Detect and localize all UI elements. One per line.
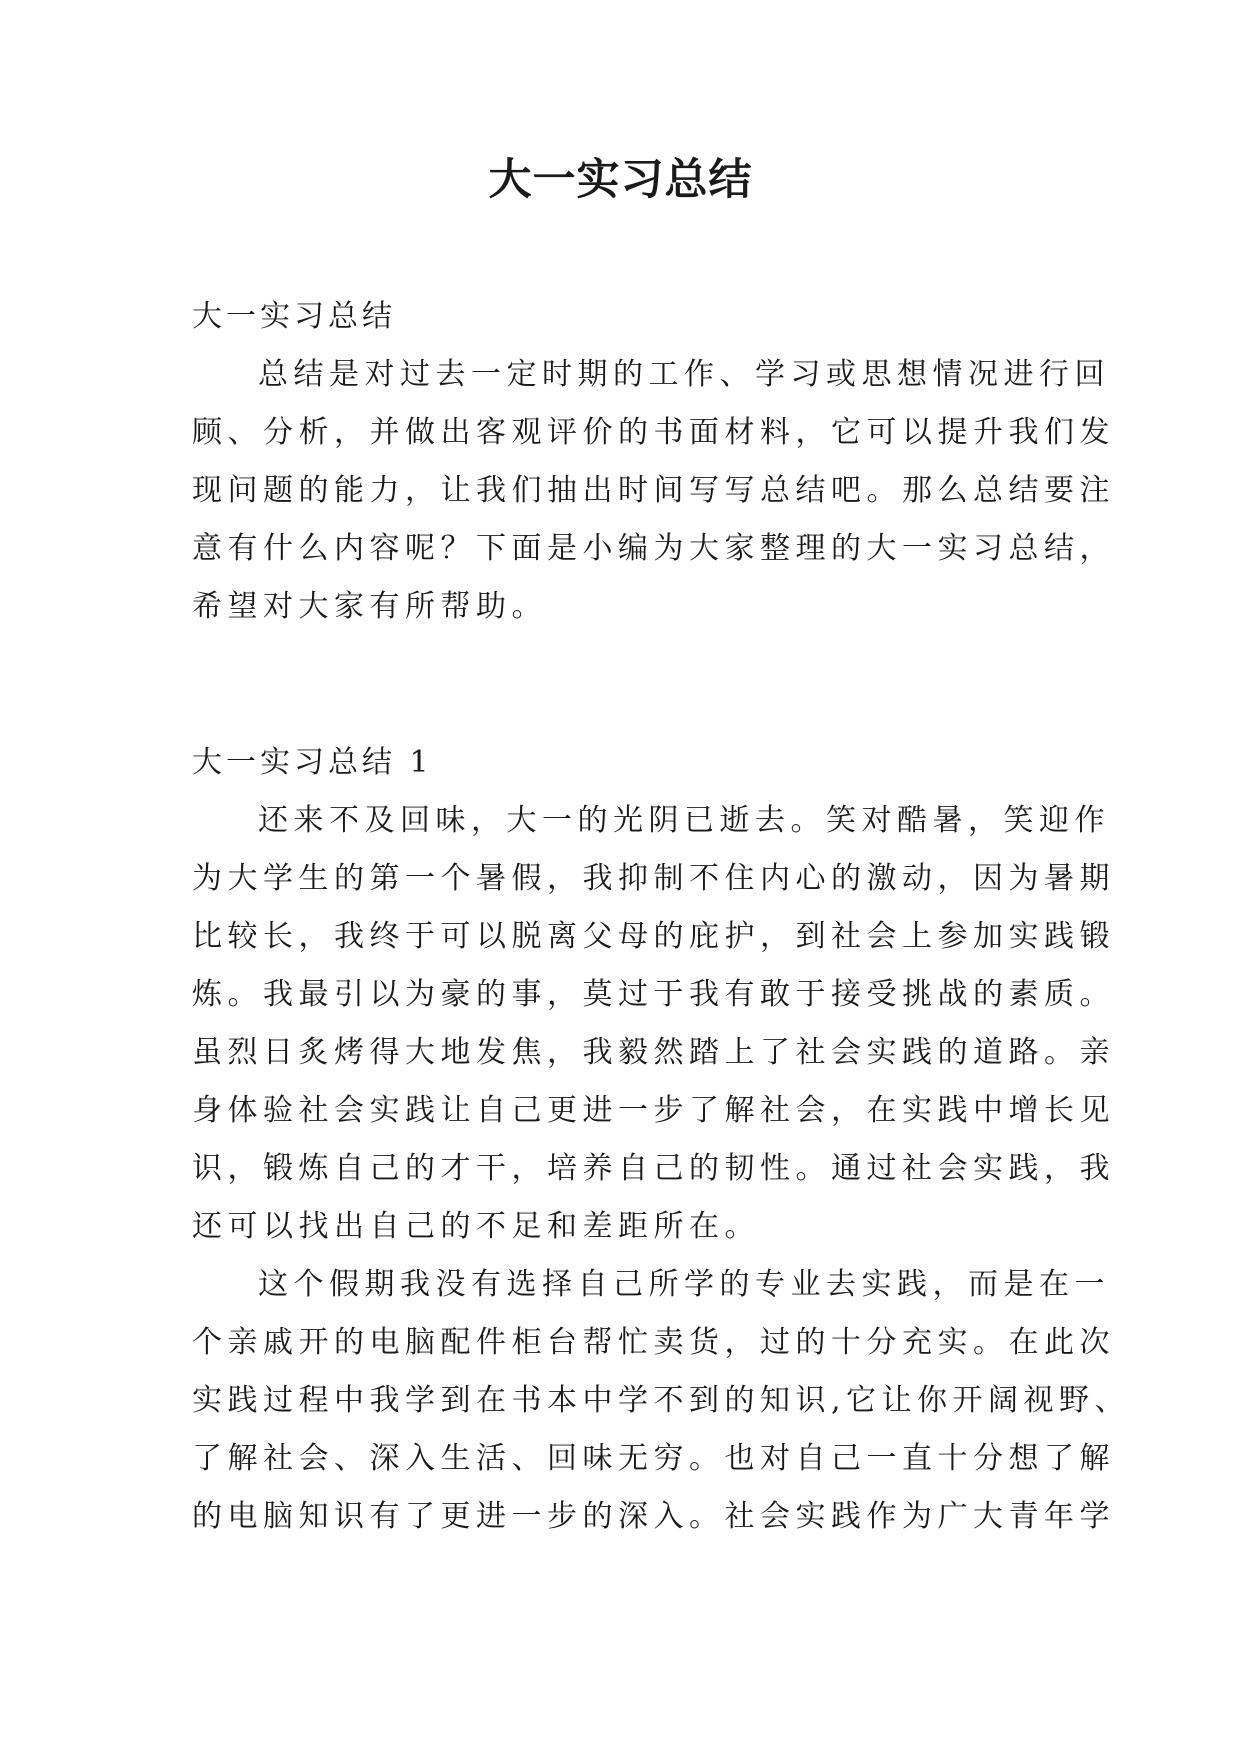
text-line: 还来不及回味，大一的光阴已逝去。笑对酷暑，笑迎作 [258, 803, 1110, 838]
text-line: 个亲戚开的电脑配件柜台帮忙卖货，过的十分充实。在此次 [192, 1325, 1115, 1360]
text-line: 了解社会、深入生活、回味无穷。也对自己一直十分想了解 [192, 1441, 1115, 1476]
section1-paragraph-2 [192, 1256, 1131, 1546]
section-spacer [192, 636, 1062, 734]
intro-paragraph [192, 346, 1115, 636]
section1-heading: 大一实习总结 1 [192, 745, 433, 780]
text-line: 的电脑知识有了更进一步的深入。社会实践作为广大青年学 [192, 1499, 1115, 1534]
text-line: 为大学生的第一个暑假，我抑制不住内心的激动，因为暑期 [192, 861, 1115, 896]
text-line: 顾、分析，并做出客观评价的书面材料，它可以提升我们发 [192, 415, 1115, 450]
text-line: 识，锻炼自己的才干，培养自己的韧性。通过社会实践，我 [192, 1151, 1115, 1186]
text-line: 比较长，我终于可以脱离父母的庇护，到社会上参加实践锻 [192, 919, 1115, 954]
text-line: 虽烈日炙烤得大地发焦，我毅然踏上了社会实践的道路。亲 [192, 1035, 1115, 1070]
document-body [192, 288, 1131, 1546]
text-line: 实践过程中我学到在书本中学不到的知识,它让你开阔视野、 [192, 1383, 1131, 1418]
text-line: 现问题的能力，让我们抽出时间写写总结吧。那么总结要注 [192, 473, 1115, 508]
text-line: 炼。我最引以为豪的事，莫过于我有敢于接受挑战的素质。 [192, 977, 1115, 1012]
intro-heading: 大一实习总结 [192, 299, 396, 334]
text-line: 这个假期我没有选择自己所学的专业去实践，而是在一 [258, 1267, 1110, 1302]
text-line: 意有什么内容呢？下面是小编为大家整理的大一实习总结， [192, 531, 1115, 566]
text-line: 身体验社会实践让自己更进一步了解社会，在实践中增长见 [192, 1093, 1115, 1128]
section1-paragraph-1 [192, 792, 1115, 1256]
text-line: 还可以找出自己的不足和差距所在。 [192, 1209, 760, 1244]
text-line: 总结是对过去一定时期的工作、学习或思想情况进行回 [258, 357, 1110, 392]
document-title: 大一实习总结 [488, 155, 753, 205]
text-line: 希望对大家有所帮助。 [192, 589, 547, 624]
